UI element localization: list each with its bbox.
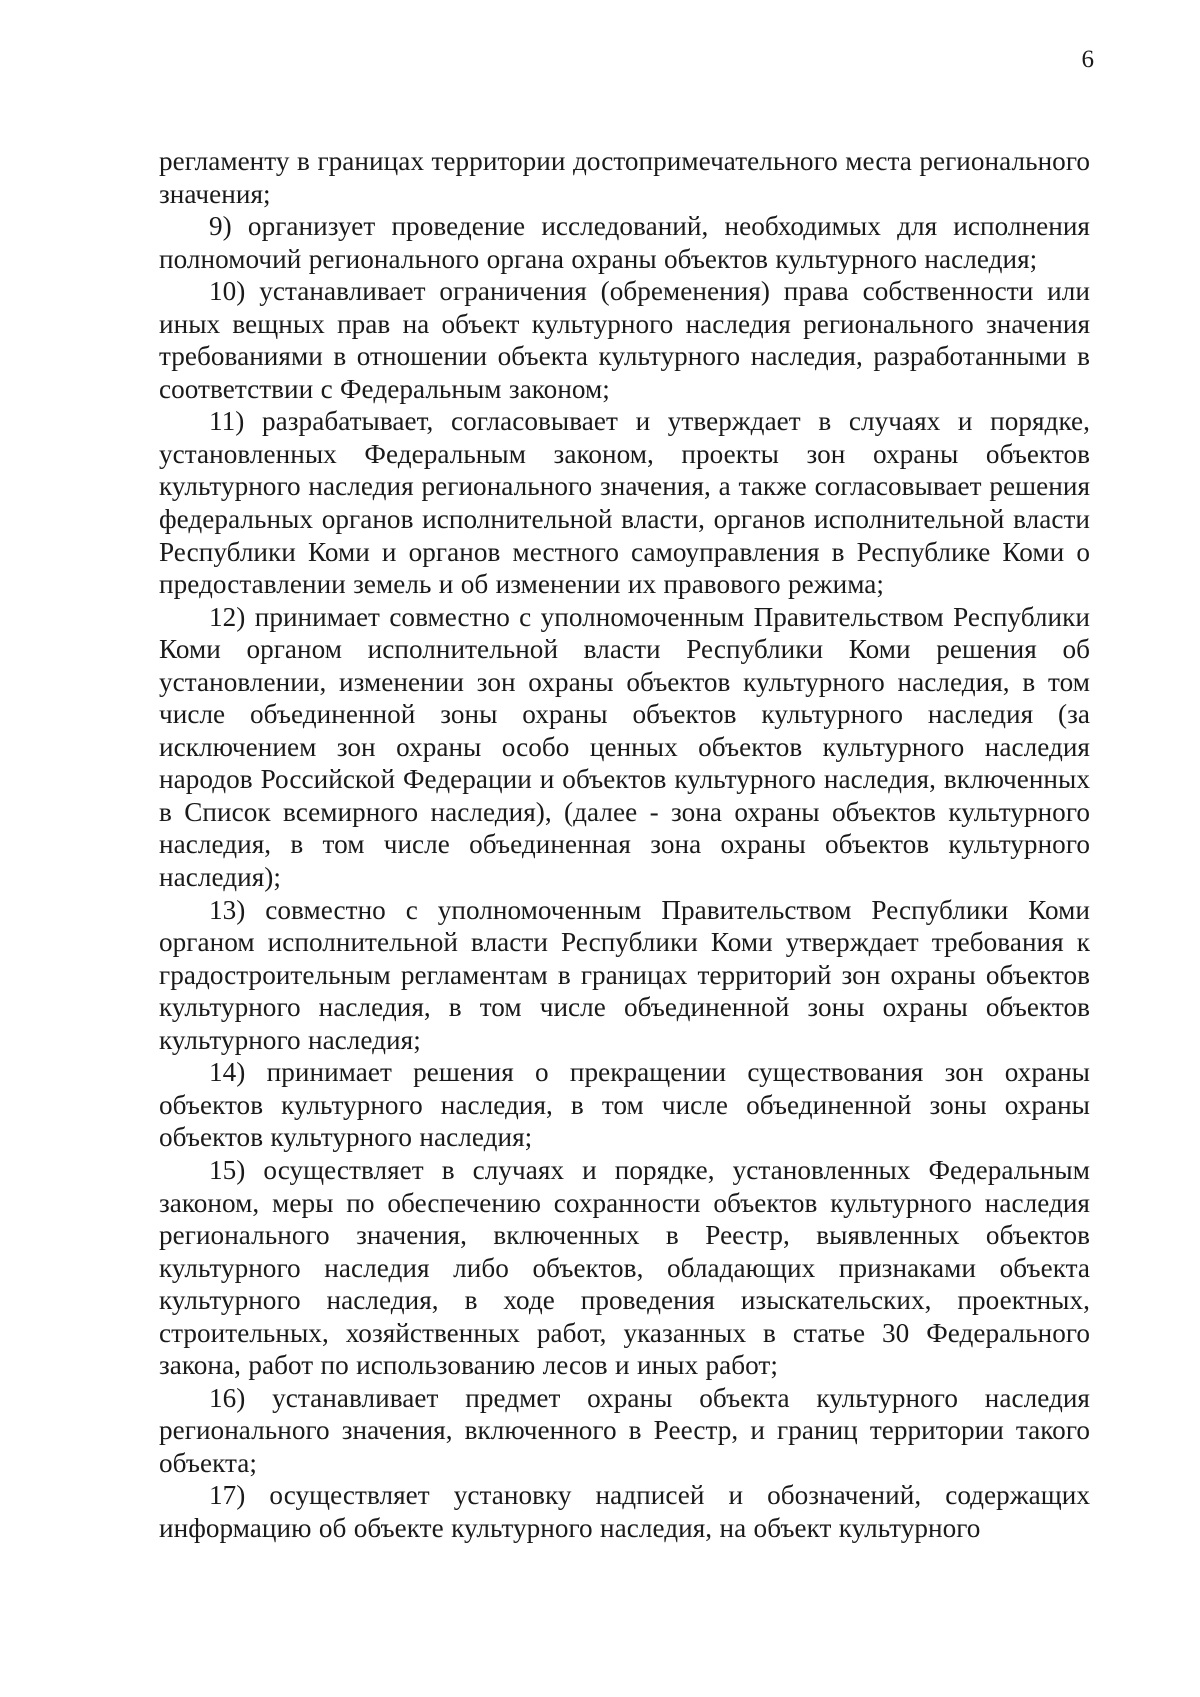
paragraph-item-9: 9) организует проведение исследований, необходимых для исполнения полномочий регионального органа охраны объектов культурного наследия; [159,211,1090,274]
paragraph-item-13: 13) совместно с уполномоченным Правительством Республики Коми органом исполнительной власти Республики Коми утверждает требования к градостроительным регламентам в границах территорий зон охраны объектов культурного наследия, в том числе объединенной зоны охраны объектов культурного наследия; [159,894,1090,1055]
paragraph-item-10: 10) устанавливает ограничения (обременения) права собственности или иных вещных прав на объект культурного наследия регионального значения требованиями в отношении объекта культурного наследия, разработанными в соответствии с Федеральным законом; [159,276,1090,404]
page-number: 6 [1081,46,1094,73]
paragraph-item-14: 14) принимает решения о прекращении существования зон охраны объектов культурного наследия, в том числе объединенной зоны охраны объектов культурного наследия; [159,1057,1090,1153]
paragraph-item-12: 12) принимает совместно с уполномоченным Правительством Республики Коми органом исполнительной власти Республики Коми решения об установлении, изменении зон охраны объектов культурного наследия, в том числе объединенной зоны охраны объектов культурного наследия (за исключением зон охраны особо ценных объектов культурного наследия народов Российской Федерации и объектов культурного наследия, включенных в Список всемирного наследия), (далее - зона охраны объектов культурного наследия, в том числе объединенная зона охраны объектов культурного наследия); [159,601,1090,893]
document-body [159,145,1090,1545]
paragraph-continuation: регламенту в границах территории достопримечательного места регионального значения; [159,146,1090,209]
paragraph-item-16: 16) устанавливает предмет охраны объекта культурного наследия регионального значения, включенного в Реестр, и границ территории такого объекта; [159,1382,1090,1478]
paragraph-item-17: 17) осуществляет установку надписей и обозначений, содержащих информацию об объекте культурного наследия, на объект культурного [159,1480,1090,1543]
paragraph-item-11: 11) разрабатывает, согласовывает и утверждает в случаях и порядке, установленных Федеральным законом, проекты зон охраны объектов культурного наследия регионального значения, а также согласовывает решения федеральных органов исполнительной власти, органов исполнительной власти Республики Коми и органов местного самоуправления в Республике Коми о предоставлении земель и об изменении их правового режима; [159,406,1090,600]
paragraph-item-15: 15) осуществляет в случаях и порядке, установленных Федеральным законом, меры по обеспечению сохранности объектов культурного наследия регионального значения, включенных в Реестр, выявленных объектов культурного наследия либо объектов, обладающих признаками объекта культурного наследия, в ходе проведения изыскательских, проектных, строительных, хозяйственных работ, указанных в статье 30 Федерального закона, работ по использованию лесов и иных работ; [159,1154,1090,1381]
